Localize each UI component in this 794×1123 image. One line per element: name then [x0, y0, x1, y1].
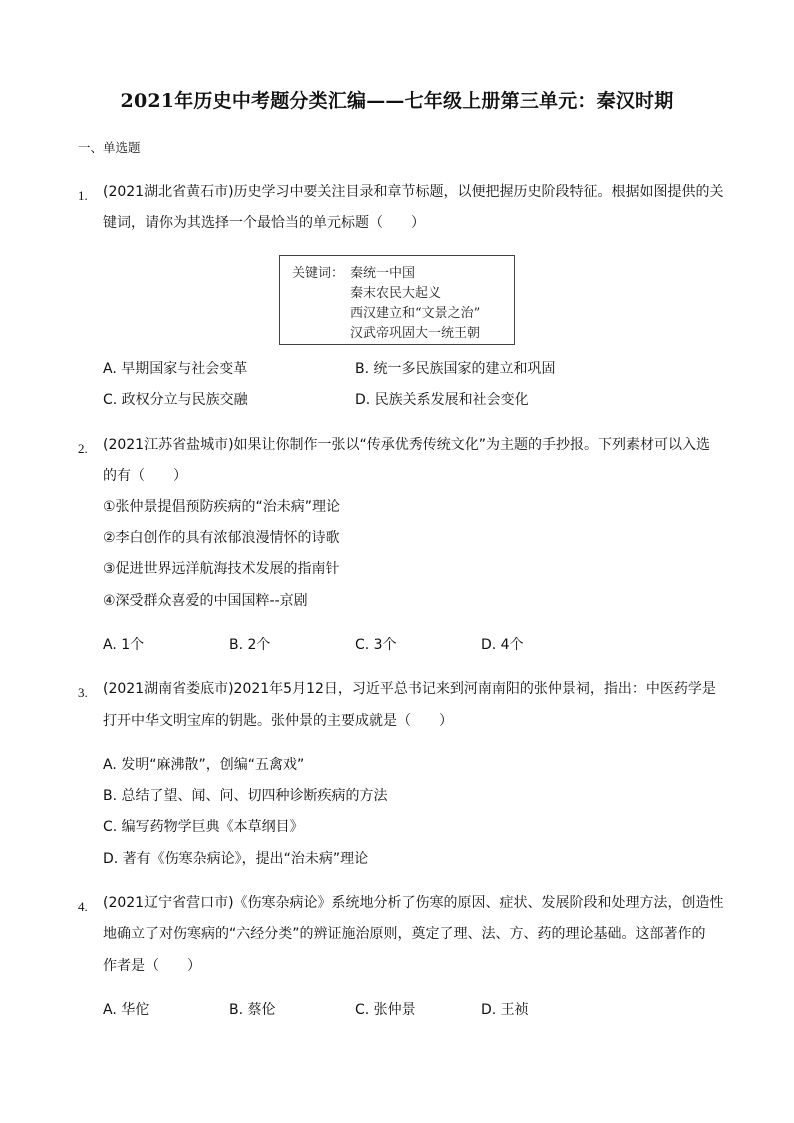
statement-item: ③促进世界远洋航海技术发展的指南针 — [103, 561, 340, 577]
option-c: C. 张仲景 — [355, 1002, 416, 1018]
question-text-line: (2021湖南省娄底市)2021年5月12日，习近平总书记来到河南南阳的张仲景祠，指出：中医药学是 — [103, 681, 716, 697]
option-d: D. 著有《伤寒杂病论》，提出“治未病”理论 — [103, 851, 369, 867]
statement-item: ②李白创作的具有浓郁浪漫情怀的诗歌 — [103, 530, 340, 546]
section-heading: 一、单选题 — [78, 140, 141, 155]
keyword-label: 关键词： — [292, 266, 345, 281]
question-text-line: 作者是（ ） — [103, 958, 201, 974]
keyword-item: 秦统一中国 — [350, 266, 416, 281]
statement-item: ①张仲景提倡预防疾病的“治未病”理论 — [103, 499, 341, 515]
question-number: 4. — [78, 899, 88, 914]
option-c: C. 3个 — [355, 637, 397, 653]
question-text-line: (2021辽宁省营口市)《伤寒杂病论》系统地分析了伤寒的原因、症状、发展阶段和处理方法，创造性 — [103, 895, 724, 911]
keyword-item: 汉武帝巩固大一统王朝 — [350, 326, 481, 341]
question-number: 3. — [78, 685, 88, 700]
option-c: C. 编写药物学巨典《本草纲目》 — [103, 819, 304, 835]
question-text-line: 的有（ ） — [103, 468, 187, 484]
option-d: D. 王祯 — [481, 1002, 529, 1018]
option-a: A. 发明“麻沸散”，创编“五禽戏” — [103, 757, 305, 773]
keyword-box — [279, 255, 515, 345]
question-number: 1. — [78, 188, 88, 203]
question-text-line: (2021湖北省黄石市)历史学习中要关注目录和章节标题，以便把握历史阶段特征。根据如图提供的关 — [103, 184, 724, 200]
option-a: A. 1个 — [103, 637, 145, 653]
option-b: B. 总结了望、闻、问、切四种诊断疾病的方法 — [103, 788, 388, 804]
option-a: A. 华佗 — [103, 1002, 150, 1018]
statement-item: ④深受群众喜爱的中国国粹--京剧 — [103, 593, 308, 609]
option-d: D. 4个 — [481, 637, 524, 653]
question-text-line: 打开中华文明宝库的钥匙。张仲景的主要成就是（ ） — [103, 713, 453, 729]
option-a: A. 早期国家与社会变革 — [103, 361, 248, 377]
option-b: B. 蔡伦 — [229, 1002, 276, 1018]
option-b: B. 2个 — [229, 637, 271, 653]
page-title: 2021年历史中考题分类汇编——七年级上册第三单元：秦汉时期 — [120, 90, 674, 112]
question-text-line: (2021江苏省盐城市)如果让你制作一张以“传承优秀传统文化”为主题的手抄报。下列素材可以入选 — [103, 437, 711, 453]
question-text-line: 键词，请你为其选择一个最恰当的单元标题（ ） — [103, 215, 425, 231]
keyword-item: 西汉建立和“文景之治” — [350, 306, 481, 321]
option-b: B. 统一多民族国家的建立和巩固 — [355, 361, 556, 377]
question-text-line: 地确立了对伤寒病的“六经分类”的辨证施治原则，奠定了理、法、方、药的理论基础。这部著作的 — [103, 926, 706, 942]
option-d: D. 民族关系发展和社会变化 — [355, 392, 529, 408]
option-c: C. 政权分立与民族交融 — [103, 392, 248, 408]
keyword-item: 秦末农民大起义 — [350, 286, 442, 301]
question-number: 2. — [78, 441, 88, 456]
